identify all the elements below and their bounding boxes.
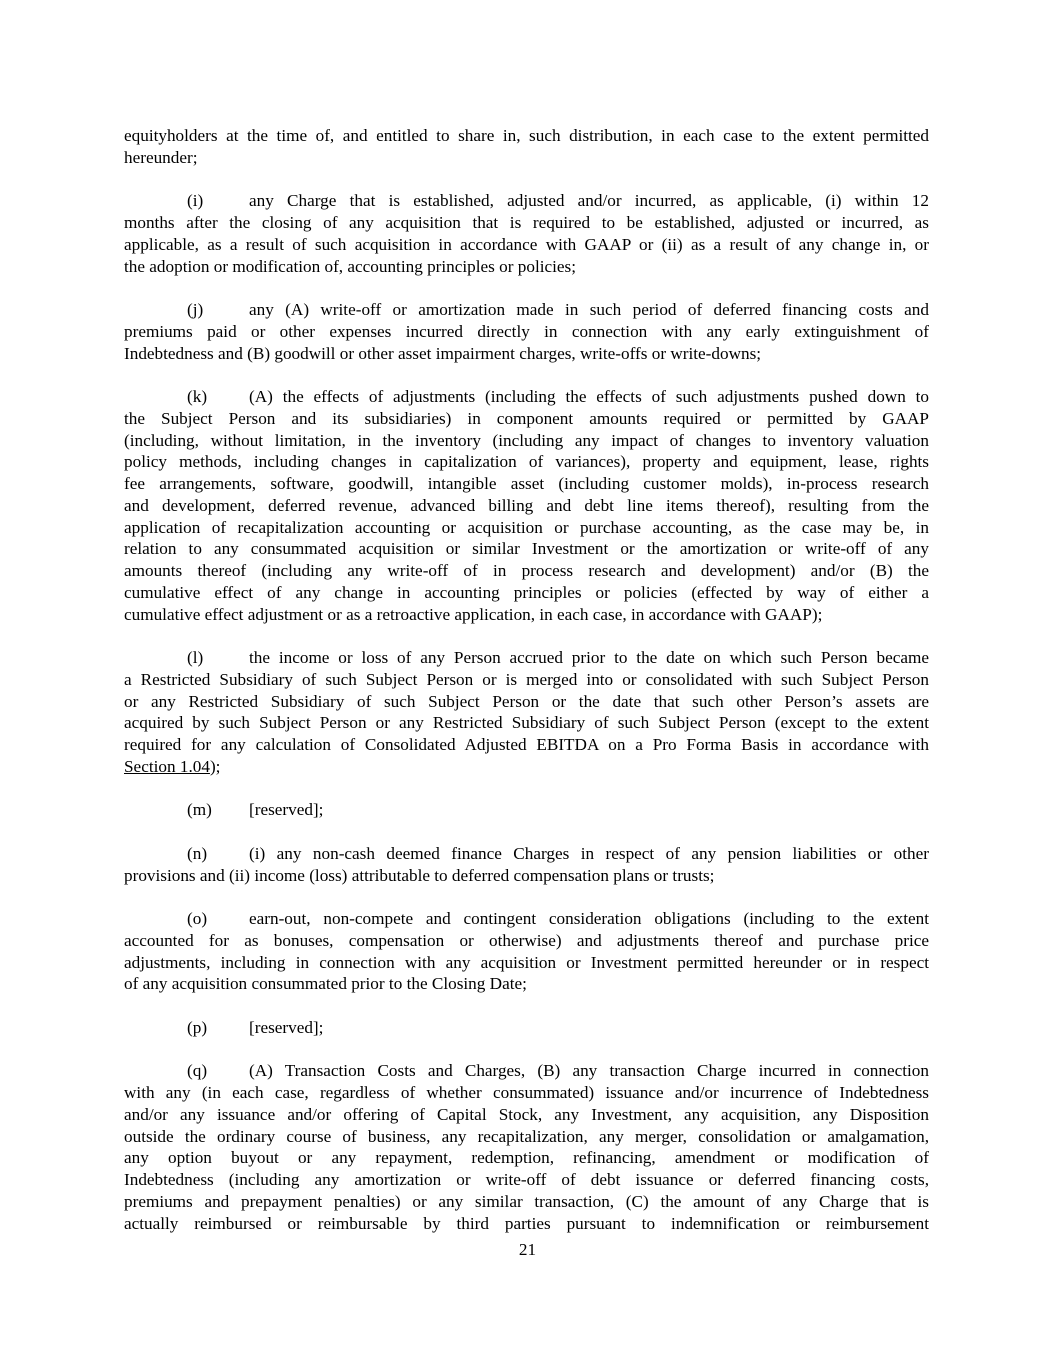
text-line: [124, 843, 929, 865]
clause-label: (n): [187, 843, 208, 863]
text-line: [124, 1126, 929, 1148]
line-text: cumulative effect adjustment or as a retroactive application, in each case, in accordance with GAAP);: [124, 604, 823, 624]
line-text: (including, without limitation, in the inventory (including any impact of changes to inventory valuation: [124, 430, 929, 450]
text-line: [124, 408, 929, 430]
paragraph: [124, 1060, 929, 1234]
line-text: adjustments, including in connection with any acquisition or Investment permitted hereunder or in respect: [124, 952, 929, 972]
paragraph: [124, 386, 929, 625]
clause-label: (m): [187, 800, 212, 820]
text-line: [124, 1147, 929, 1169]
clause-label: (p): [187, 1017, 208, 1037]
text-line: [124, 756, 929, 778]
line-text: or any Restricted Subsidiary of such Subject Person or the date that such other Person’s assets are: [124, 691, 929, 711]
section-reference-link[interactable]: Section 1.04: [124, 756, 210, 776]
line-text: hereunder;: [124, 147, 198, 167]
document-page: [124, 125, 929, 1256]
text-line: [124, 1060, 929, 1082]
line-text: actually reimbursed or reimbursable by third parties pursuant to indemnification or reimbursement: [124, 1213, 929, 1233]
line-text: (A) Transaction Costs and Charges, (B) any transaction Charge incurred in connection: [249, 1061, 929, 1081]
line-text: months after the closing of any acquisition that is required to be established, adjusted or incurred, as: [124, 213, 929, 232]
text-line: [124, 299, 929, 321]
text-line: [124, 712, 929, 734]
line-text: the income or loss of any Person accrued prior to the date on which such Person became: [249, 648, 929, 667]
clause-label: (o): [187, 909, 208, 928]
text-line: [124, 669, 929, 691]
text-line: [124, 647, 929, 669]
text-line: [124, 430, 929, 452]
text-line: [124, 908, 929, 930]
text-line: [124, 973, 929, 995]
line-text: required for any calculation of Consolidated Adjusted EBITDA on a Pro Forma Basis in accordance with: [124, 735, 929, 754]
text-line: [124, 1104, 929, 1126]
line-text: );: [209, 756, 221, 776]
text-line: [124, 343, 929, 365]
text-line: [124, 473, 929, 495]
line-text: a Restricted Subsidiary of such Subject Person or is merged into or consolidated with such Subject Person: [124, 669, 929, 689]
line-text: accounted for as bonuses, compensation or otherwise) and adjustments thereof and purchase price: [124, 930, 929, 950]
text-line: [124, 734, 929, 756]
line-text: acquired by such Subject Person or any Restricted Subsidiary of such Subject Person (except to the extent: [124, 713, 929, 733]
text-line: [124, 930, 929, 952]
text-line: [124, 495, 929, 517]
text-line: [124, 538, 929, 560]
line-text: Indebtedness (including any amortization or write-off of debt issuance or deferred financing costs,: [124, 1170, 929, 1189]
text-line: [124, 1017, 929, 1039]
paragraph: [124, 299, 929, 364]
paragraph: [124, 799, 929, 821]
text-line: [124, 691, 929, 713]
clause-label: (q): [187, 1061, 208, 1081]
line-text: provisions and (ii) income (loss) attributable to deferred compensation plans or trusts;: [124, 865, 715, 885]
line-text: relation to any consummated acquisition or similar Investment or the amortization or write-off of any: [124, 539, 929, 559]
line-text: equityholders at the time of, and entitled to share in, such distribution, in each case to the extent permitted: [124, 126, 929, 145]
line-text: cumulative effect of any change in accounting principles or policies (effected by way of either a: [124, 582, 929, 602]
line-text: and/or any issuance and/or offering of Capital Stock, any Investment, any acquisition, any Disposition: [124, 1104, 929, 1124]
paragraph: [124, 908, 929, 995]
line-text: with any (in each case, regardless of whether consummated) issuance and/or incurrence of Indebtedness: [124, 1083, 929, 1102]
line-text: (A) the effects of adjustments (including the effects of such adjustments pushed down to: [249, 387, 929, 406]
paragraph: [124, 843, 929, 887]
line-text: [reserved];: [249, 1017, 324, 1037]
text-line: [124, 451, 929, 473]
text-line: [124, 799, 929, 821]
line-text: fee arrangements, software, goodwill, intangible asset (including customer molds), in-process research: [124, 474, 929, 493]
text-line: [124, 1213, 929, 1235]
paragraph: [124, 190, 929, 277]
line-text: Indebtedness and (B) goodwill or other asset impairment charges, write-offs or write-downs;: [124, 343, 762, 363]
line-text: any option buyout or any repayment, redemption, refinancing, amendment or modification of: [124, 1148, 929, 1168]
line-text: any Charge that is established, adjusted and/or incurred, as applicable, (i) within 12: [249, 191, 929, 211]
line-text: earn-out, non-compete and contingent consideration obligations (including to the extent: [249, 909, 929, 928]
line-text: policy methods, including changes in capitalization of variances), property and equipment, lease, rights: [124, 452, 929, 472]
line-text: premiums paid or other expenses incurred directly in connection with any early extinguishment of: [124, 321, 929, 341]
line-text: application of recapitalization accounting or acquisition or purchase accounting, as the case may be, in: [124, 517, 929, 537]
clause-label: (l): [187, 648, 204, 667]
text-line: [124, 1169, 929, 1191]
text-line: [124, 386, 929, 408]
line-text: premiums and prepayment penalties) or any similar transaction, (C) the amount of any Charge that is: [124, 1191, 929, 1211]
line-text: any (A) write-off or amortization made in such period of deferred financing costs and: [249, 300, 929, 319]
text-line: [124, 865, 929, 887]
text-line: [124, 1191, 929, 1213]
text-line: [124, 952, 929, 974]
paragraph: [124, 125, 929, 169]
line-text: (i) any non-cash deemed finance Charges in respect of any pension liabilities or other: [249, 843, 929, 863]
text-line: [124, 147, 929, 169]
text-line: [124, 125, 929, 147]
text-line: [124, 604, 929, 626]
line-text: amounts thereof (including any write-off of in process research and development) and/or (B) the: [124, 561, 929, 580]
text-line: [124, 560, 929, 582]
line-text: applicable, as a result of such acquisition in accordance with GAAP or (ii) as a result of any change in, or: [124, 234, 929, 254]
text-line: [124, 234, 929, 256]
line-text: the adoption or modification of, accounting principles or policies;: [124, 256, 577, 276]
text-line: [124, 321, 929, 343]
line-text: of any acquisition consummated prior to the Closing Date;: [124, 974, 527, 994]
line-text: [reserved];: [249, 800, 324, 820]
text-line: [124, 517, 929, 539]
clause-label: (i): [187, 191, 204, 211]
line-text: and development, deferred revenue, advanced billing and debt line items thereof), resulting from the: [124, 495, 929, 515]
line-text: outside the ordinary course of business, any recapitalization, any merger, consolidation or amalgamation,: [124, 1126, 929, 1146]
paragraph: [124, 647, 929, 778]
paragraph: [124, 1017, 929, 1039]
line-text: the Subject Person and its subsidiaries) in component amounts required or permitted by GAAP: [124, 408, 929, 428]
text-line: [124, 190, 929, 212]
text-line: [124, 212, 929, 234]
text-line: [124, 1082, 929, 1104]
clause-label: (j): [187, 300, 204, 319]
text-line: [124, 256, 929, 278]
text-line: [124, 582, 929, 604]
page-number: 21: [518, 1240, 537, 1259]
clause-label: (k): [187, 387, 208, 406]
